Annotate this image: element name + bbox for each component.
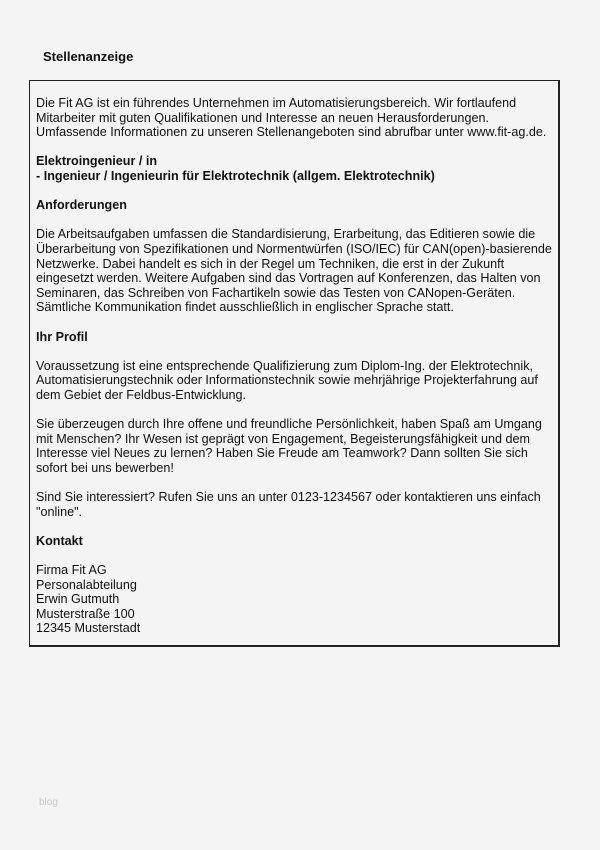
text-line: Automatisierungstechnik oder Informationstechnik sowie mehrjährige Projekterfahrung auf: [36, 373, 538, 388]
text-line: Sämtliche Kommunikation findet ausschließlich in englischer Sprache statt.: [36, 300, 454, 315]
text-line: 12345 Musterstadt: [36, 621, 141, 636]
contact-address: [36, 563, 558, 636]
text-line: Voraussetzung ist eine entsprechende Qualifizierung zum Diplom-Ing. der Elektrotechnik,: [36, 358, 534, 373]
intro-paragraph: [36, 96, 558, 140]
contact-heading: Kontakt: [36, 533, 83, 548]
job-ad-box: [29, 80, 560, 647]
text-line: eingesetzt werden. Weitere Aufgaben sind das Vortragen auf Konferenzen, das Halten von: [36, 271, 541, 286]
text-line: Sie überzeugen durch Ihre offene und freundliche Persönlichkeit, haben Spaß am Umgang: [36, 417, 542, 432]
text-line: Überarbeitung von Spezifikationen und Normentwürfen (ISO/IEC) für CAN(open)-basierende: [36, 241, 552, 256]
call-to-action: [36, 490, 558, 519]
text-line: Musterstraße 100: [36, 606, 135, 621]
profile-heading: Ihr Profil: [36, 329, 88, 344]
position-title: [36, 154, 558, 183]
text-line: - Ingenieur / Ingenieurin für Elektrotechnik (allgem. Elektrotechnik): [36, 168, 435, 183]
text-line: Interesse viel Neues zu lernen? Haben Sie Freude am Teamwork? Dann sollten Sie sich: [36, 446, 528, 461]
text-line: Mitarbeiter mit guten Qualifikationen und Interesse an neuen Herausforderungen.: [36, 110, 489, 125]
text-line: Die Fit AG ist ein führendes Unternehmen im Automatisierungsbereich. Wir fortlaufend: [36, 96, 517, 110]
text-line: Seminaren, das Schreiben von Fachartikeln sowie das Testen von CANopen-Geräten.: [36, 285, 516, 300]
requirements-paragraph: [36, 227, 558, 315]
watermark: blog: [39, 797, 58, 808]
profile-paragraph-2: [36, 417, 558, 475]
page-title: Stellenanzeige: [43, 49, 134, 64]
text-line: Die Arbeitsaufgaben umfassen die Standardisierung, Erarbeitung, das Editieren sowie die: [36, 227, 536, 242]
text-line: Umfassende Informationen zu unseren Stellenangeboten sind abrufbar unter www.fit-ag.de.: [36, 125, 547, 140]
text-line: mit Menschen? Ihr Wesen ist geprägt von Engagement, Begeisterungsfähigkeit und dem: [36, 431, 531, 446]
text-line: Elektroingenieur / in: [36, 154, 158, 169]
text-line: Netzwerke. Dabei handelt es sich in der Regel um Techniken, die erst in der Zukunft: [36, 256, 505, 271]
text-line: Firma Fit AG: [36, 563, 107, 577]
text-line: Erwin Gutmuth: [36, 592, 120, 607]
text-line: sofort bei uns bewerben!: [36, 460, 174, 475]
profile-paragraph-1: [36, 359, 558, 403]
text-line: "online".: [36, 504, 83, 519]
requirements-heading: Anforderungen: [36, 198, 127, 213]
text-line: Personalabteilung: [36, 577, 137, 592]
text-line: dem Gebiet der Feldbus-Entwicklung.: [36, 387, 246, 402]
text-line: Sind Sie interessiert? Rufen Sie uns an unter 0123-1234567 oder kontaktieren uns einfach: [36, 490, 541, 505]
